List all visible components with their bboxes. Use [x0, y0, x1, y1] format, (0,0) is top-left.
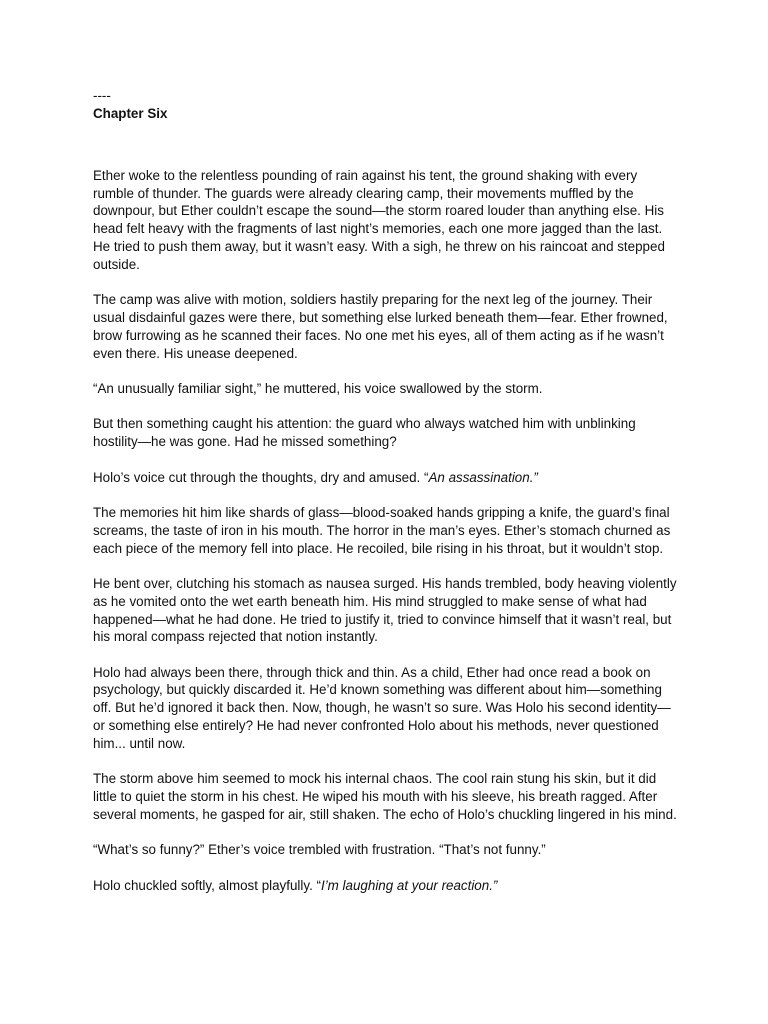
paragraph [93, 877, 678, 895]
paragraph-text: “An unusually familiar sight,” he muttered, his voice swallowed by the storm. [93, 380, 543, 396]
paragraph-italic-text: I’m laughing at your reaction.” [320, 877, 498, 893]
paragraph-text: “What’s so funny?” Ether’s voice trembled with frustration. “That’s not funny.” [93, 842, 546, 858]
chapter-title: Chapter Six [93, 106, 168, 121]
paragraph-text: Holo chuckled softly, almost playfully. “ [93, 877, 321, 893]
paragraph-text: He bent over, clutching his stomach as nausea surged. His hands trembled, body heaving violently as he vomited onto the wet earth beneath him. His mind struggled to make sense of what had happened—what he had done. He tried to justify it, tried to convince himself that it wasn’t real, but his moral compass rejected that notion instantly. [93, 575, 677, 645]
paragraph [93, 291, 678, 362]
paragraph [93, 841, 678, 859]
document-page [93, 87, 678, 912]
paragraph [93, 380, 678, 398]
section-separator: ---- [93, 88, 111, 103]
paragraph-text: Holo’s voice cut through the thoughts, dry and amused. “ [93, 469, 429, 485]
paragraph-text: But then something caught his attention: the guard who always watched him with unblinking hostility—he was gone. Had he missed something? [93, 416, 636, 450]
paragraph-text: The memories hit him like shards of glass—blood-soaked hands gripping a knife, the guard’s final screams, the taste of iron in his mouth. The horror in the man’s eyes. Ether’s stomach churned as each piece of the memory fell into place. He recoiled, bile rising in his throat, but it wouldn’t stop. [93, 504, 671, 556]
paragraph [93, 167, 678, 274]
paragraph [93, 469, 678, 487]
paragraph-text: The camp was alive with motion, soldiers hastily preparing for the next leg of the journey. Their usual disdainful gazes were there, but something else lurked beneath them—fear. Ether frowned, brow furrowing as he scanned their faces. No one met his eyes, all of them acting as if he wasn’t even there. His unease deepened. [93, 292, 668, 361]
paragraph-text: Ether woke to the relentless pounding of rain against his tent, the ground shaking with every rumble of thunder. The guards were already clearing camp, their movements muffled by the downpour, but Ether couldn’t escape the sound—the storm roared louder than anything else. His head felt heavy with the fragments of last night’s memories, each one more jagged than the last. He tried to push them away, but it wasn’t easy. With a sigh, he threw on his raincoat and stepped outside. [93, 167, 665, 272]
paragraph-italic-text: An assassination.” [428, 469, 538, 485]
paragraph [93, 415, 678, 451]
paragraph-text: The storm above him seemed to mock his internal chaos. The cool rain stung his skin, but it did little to quiet the storm in his chest. He wiped his mouth with his sleeve, his breath ragged. After several moments, he gasped for air, still shaken. The echo of Holo’s chuckling lingered in his mind. [93, 771, 677, 822]
paragraph [93, 664, 678, 753]
paragraph-text: Holo had always been there, through thick and thin. As a child, Ether had once read a book on psychology, but quickly discarded it. He’d known something was different about him—something off. But he’d ignored it back then. Now, though, he wasn’t so sure. Was Holo his second identity—or something else entirely? He had never confronted Holo about his methods, never questioned him... until now. [93, 664, 671, 751]
paragraph [93, 504, 678, 557]
paragraph [93, 575, 678, 646]
paragraph [93, 770, 678, 823]
